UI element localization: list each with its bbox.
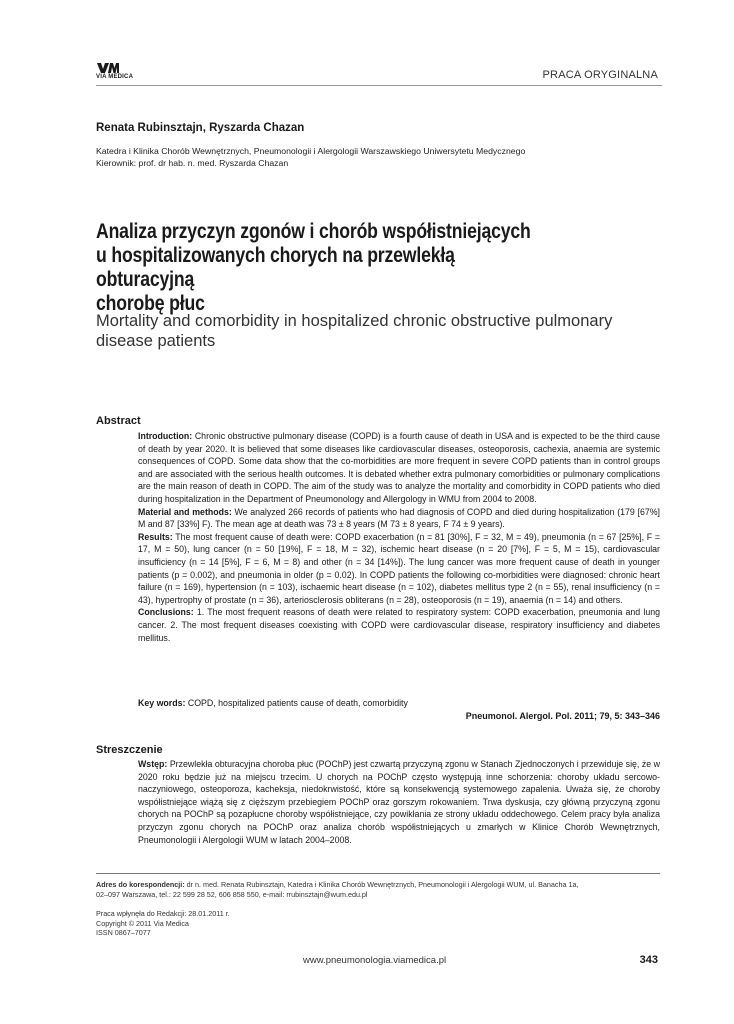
- correspondence: Adres do korespondencji: dr n. med. Renata Rubinsztajn, Katedra i Klinika Chorób Wewnętrznych, Pneumonologii i Alergologii WUM, ul. Banacha 1a, 02–097 Warszawa, tel.: 22 599 28 52, 606 858 550, e-mail: rrubinsztajn@wum.edu.pl: [96, 880, 579, 899]
- methods-label: Material and methods:: [138, 506, 232, 517]
- correspondence-contact: 02–097 Warszawa, tel.: 22 599 28 52, 606 858 550, e-mail: rrubinsztajn@wum.edu.pl: [96, 889, 368, 899]
- correspondence-label: Adres do korespondencji:: [96, 880, 185, 889]
- streszczenie-body: [138, 758, 660, 846]
- publisher-logo: [96, 62, 146, 82]
- results-label: Results:: [138, 531, 173, 542]
- wstep-label: Wstęp:: [138, 759, 168, 769]
- authors: Renata Rubinsztajn, Ryszarda Chazan: [96, 122, 305, 134]
- abstract-heading: Abstract: [96, 415, 141, 427]
- logo-text: VIA MEDICA: [96, 74, 134, 80]
- affiliation: [96, 145, 525, 169]
- article-title-english: [96, 311, 636, 351]
- keywords-label: Key words:: [138, 698, 186, 708]
- affiliation-line: Katedra i Klinika Chorób Wewnętrznych, Pneumonologii i Alergologii Warszawskiego Uniwersytetu Medycznego: [96, 146, 526, 156]
- head-of-department: Kierownik: prof. dr hab. n. med. Ryszarda Chazan: [96, 158, 289, 168]
- keywords: Key words: COPD, hospitalized patients cause of death, comorbidity: [138, 698, 408, 708]
- citation: Pneumonol. Alergol. Pol. 2011; 79, 5: 343–346: [465, 711, 660, 721]
- title-line: Mortality and comorbidity in hospitalized chronic obstructive pulmonary: [96, 312, 613, 330]
- journal-url[interactable]: www.pneumonologia.viamedica.pl: [303, 955, 447, 966]
- title-line: disease patients: [96, 332, 216, 350]
- footer-divider: [96, 873, 660, 874]
- article-title-polish: [96, 220, 533, 316]
- conclusions-label: Conclusions:: [138, 607, 194, 618]
- streszczenie-wstep: Wstęp: Przewlekła obturacyjna choroba płuc (POChP) jest czwartą przyczyną zgonu w Stanach Zjednoczonych i przewiduje się, że w 2020 roku będzie już na miejscu trzecim. U chorych na POChP często występują inne schorzenia: choroby układu sercowo-naczyniowego, osteoporoza, kacheksja, niedokrwistość, które są konsekwencją systemowego zapalenia. Uważa się, że choroby współistniejące wiążą się z cięższym przebiegiem POChP oraz gorszym rokowaniem. Trwa dyskusja, czy główną przyczyną zgonu chorych na POChP są pozapłucne choroby współistniejące, czy powikłania ze strony układu oddechowego. Celem pracy była analiza przyczyn zgonu chorych na POChP oraz analiza chorób współistniejących u zmarłych w Klinice Chorób Wewnętrznych, Pneumonologii i Alergologii WUM w latach 2004–2008.: [138, 759, 660, 845]
- abstract-body: [138, 430, 660, 644]
- received-date: Praca wpłynęła do Redakcji: 28.01.2011 r.: [96, 909, 230, 918]
- abstract-conclusions: Conclusions: 1. The most frequent reasons of death were related to respiratory system: COPD exacerbation, pneumonia and lung cancer. 2. The most frequent diseases coexisting with COPD were cardiovascular disease, respiratory insufficiency and diabetes mellitus.: [138, 607, 660, 643]
- via-medica-logo-icon: [96, 62, 120, 74]
- title-line: u hospitalizowanych chorych na przewlekłą obturacyjną: [96, 244, 455, 291]
- section-label: PRACA ORYGINALNA: [542, 69, 658, 81]
- issn: ISSN 0867–7077: [96, 928, 151, 937]
- abstract-methods: Material and methods: We analyzed 266 records of patients who had diagnosis of COPD and died during hospitalization (179 [67%] M and 87 [33%] F). The mean age at death was 73 ± 8 years (M 73 ± 8 years, F 74 ± 9 years).: [138, 506, 660, 530]
- title-line: Analiza przyczyn zgonów i chorób współistniejących: [96, 220, 531, 243]
- abstract-introduction: Introduction: Chronic obstructive pulmonary disease (COPD) is a fourth cause of death in USA and is expected to be the third cause of death by year 2020. It is believed that some diseases like cardiovascular diseases, osteoporosis, cachexia, anaemia are systemic consequences of COPD. Some data show that the co-morbidities are more frequent in severe COPD patients than in control groups and are associated with the serious health outcomes. It is debated whether extra pulmonary comorbidities or pulmonary complications are the main reason of death in COPD. The aim of the study was to analyze the mortality and comorbidity in COPD patients who died during hospitalization in the Department of Pneumonology and Allergology in WMU from 2004 to 2008.: [138, 431, 660, 504]
- streszczenie-heading: Streszczenie: [96, 744, 163, 756]
- header-divider: [96, 85, 662, 86]
- introduction-label: Introduction:: [138, 431, 193, 441]
- copyright: Copyright © 2011 Via Medica: [96, 918, 189, 928]
- abstract-results: Results: The most frequent cause of death were: COPD exacerbation (n = 81 [30%], F = 32, M = 49), pneumonia (n = 67 [25%], F = 17, M = 50), lung cancer (n = 50 [19%], F = 18, M = 32), ischemic heart disease (n = 20 [7%], F = 5, M = 15), cardiovascular insufficiency (n = 14 [5%], F = 6, M = 8) and other (n = 34 [14%]). The lung cancer was more frequent cause of death in younger patients (p = 0.002), and pneumonia in older (p = 0.02). In COPD patients the following co-morbidities were diagnosed: chronic heart failure (n = 169), hypertension (n = 103), ischaemic heart disease (n = 102), diabetes mellitus type 2 (n = 55), renal insufficiency (n = 43), hypertrophy of prostate (n = 36), arteriosclerosis obliterans (n = 28), osteoporosis (n = 19), anaemia (n = 14) and others.: [138, 531, 660, 605]
- title-line: chorobę płuc: [96, 292, 205, 315]
- publication-info: [96, 909, 230, 938]
- page-number: 343: [639, 954, 658, 966]
